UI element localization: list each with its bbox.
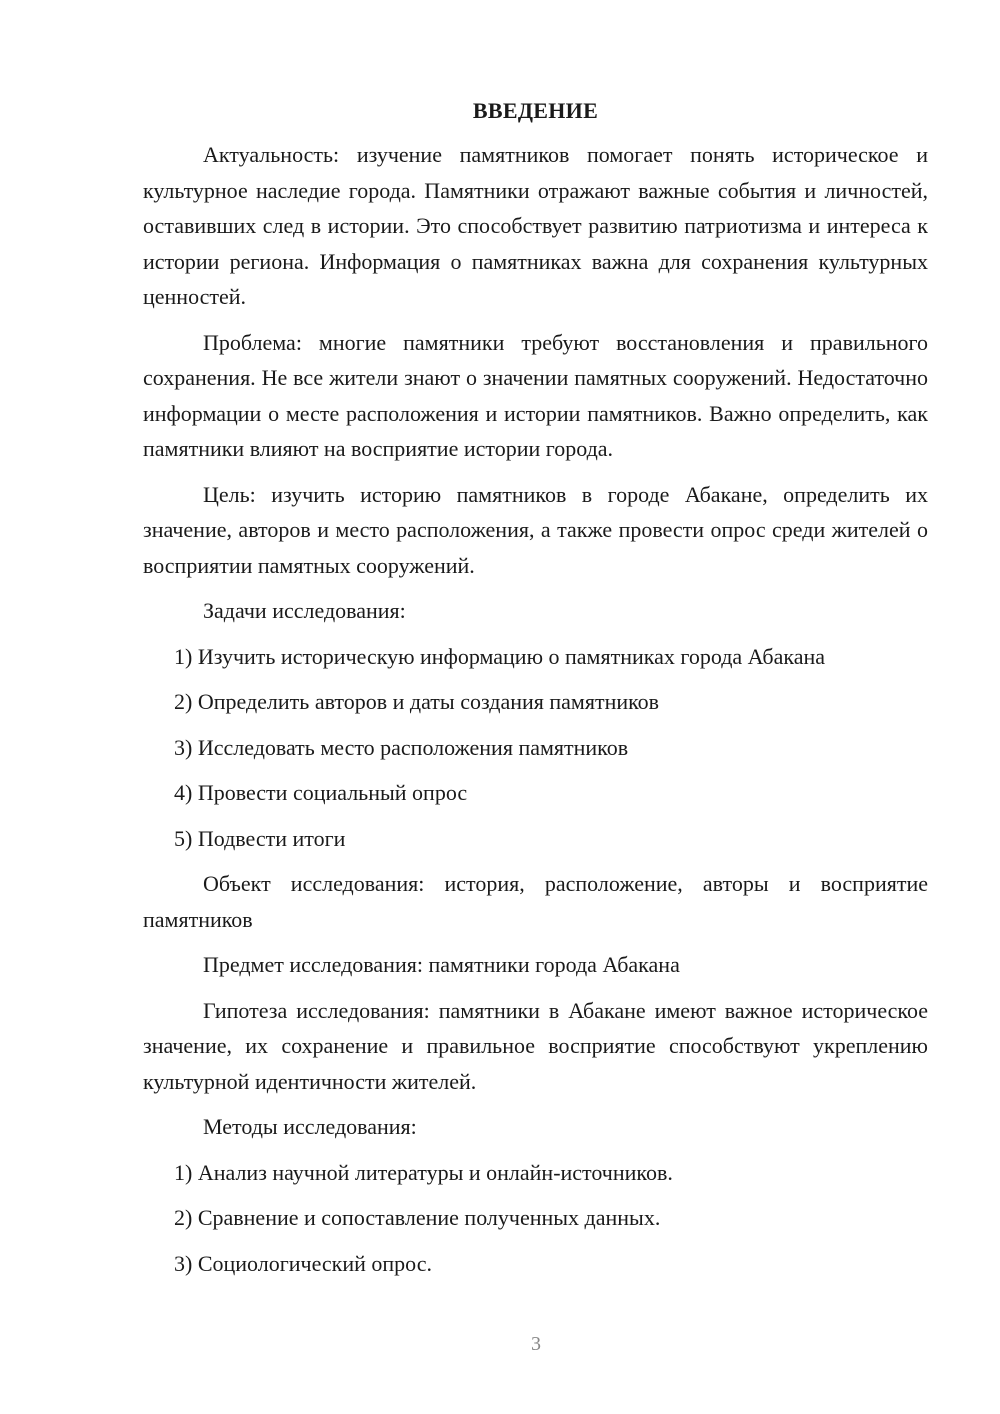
problem-paragraph: Проблема: многие памятники требуют восстановления и правильного сохранения. Не все жители знают о значении памятных сооружений. Недостаточно информации о месте расположения и истории памятников. Важно определить, как памятники влияют на восприятие истории города. [143, 329, 928, 461]
subject-paragraph: Предмет исследования: памятники города Абакана [203, 952, 680, 977]
methods-list [143, 1155, 928, 1282]
task-item: 4) Провести социальный опрос [174, 780, 468, 805]
task-item: 2) Определить авторов и даты создания памятников [174, 689, 660, 714]
object-paragraph: Объект исследования: история, расположение, авторы и восприятие памятников [143, 871, 928, 932]
page-number: 3 [531, 1333, 541, 1355]
tasks-heading: Задачи исследования: [203, 598, 406, 623]
tasks-list [143, 639, 928, 857]
document-page [143, 95, 928, 1291]
method-item: 2) Сравнение и сопоставление полученных данных. [174, 1205, 661, 1230]
goal-paragraph: Цель: изучить историю памятников в городе Абакане, определить их значение, авторов и место расположения, а также провести опрос среди жителей о восприятии памятных сооружений. [143, 481, 928, 578]
actuality-paragraph: Актуальность: изучение памятников помогает понять историческое и культурное наследие города. Памятники отражают важные события и личностей, оставивших след в истории. Это способствует развитию патриотизма и интереса к истории региона. Информация о памятниках важна для сохранения культурных ценностей. [143, 142, 928, 309]
method-item: 3) Социологический опрос. [174, 1250, 432, 1276]
task-item: 3) Исследовать место расположения памятников [174, 734, 629, 760]
hypothesis-paragraph: Гипотеза исследования: памятники в Абакане имеют важное историческое значение, их сохранение и правильное восприятие способствуют укреплению культурной идентичности жителей. [143, 997, 928, 1094]
method-item: 1) Анализ научной литературы и онлайн-источников. [174, 1159, 673, 1185]
task-item: 5) Подвести итоги [174, 825, 346, 851]
section-title: ВВЕДЕНИЕ [472, 98, 599, 123]
methods-heading: Методы исследования: [203, 1114, 417, 1139]
task-item: 1) Изучить историческую информацию о памятниках города Абакана [174, 643, 826, 669]
